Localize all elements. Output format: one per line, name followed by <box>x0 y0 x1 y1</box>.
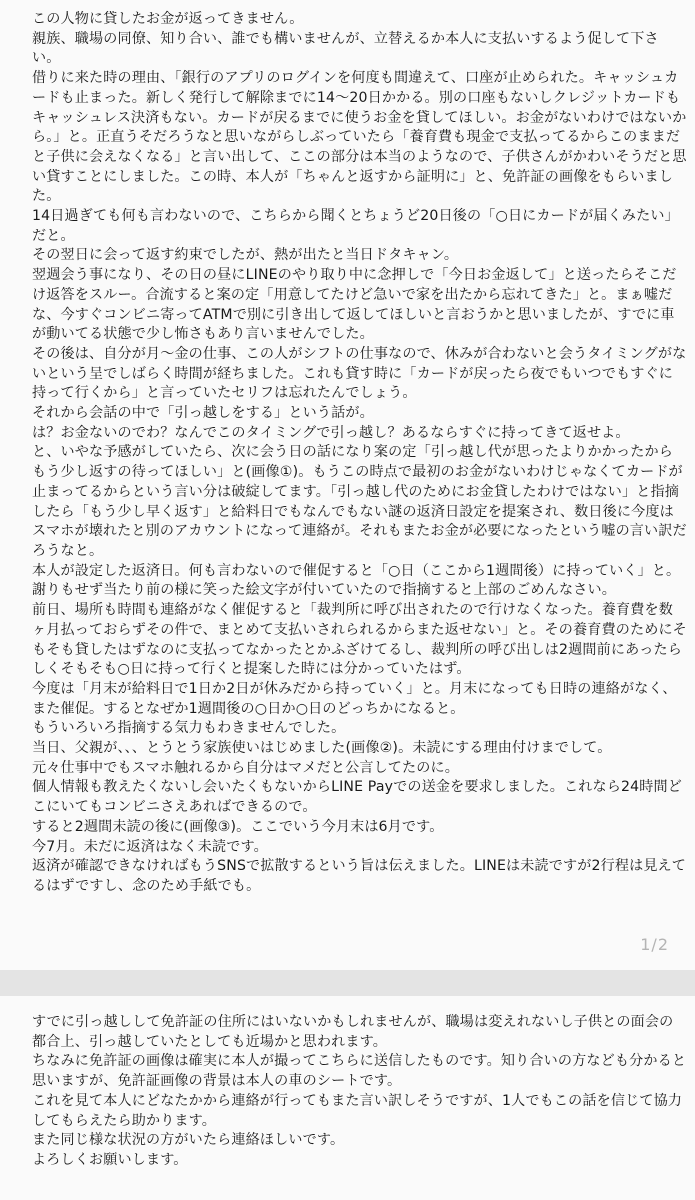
paragraph: これを見て本人にどなたかから連絡が行ってもまた言い訳しそうですが、1人でもこの話を信じて協力してもらえたら助かります。 <box>32 1092 683 1129</box>
paragraph: 元々仕事中でもスマホ触れるから自分はマメだと公言してたのに。 <box>32 759 460 776</box>
paragraph: と、いやな予感がしていたら、次に会う日の話になり案の定「引っ越し代が思ったよりかかったからもう少し返すの待ってほしい」と(画像①)。もうこの時点で最初のお金がないわけじゃなくてカードが止まってるからという言い分は破綻してます。「引っ越し代のためにお金貸したわけではない」と指摘したら「もう少し早く返す」と給料日でもなんでもない謎の返済日設定を提案され、数日後に今度はスマホが壊れたと別のアカウントになって連絡が。それもまたお金が必要になったという嘘の言い訳だろうなと。 <box>32 444 687 559</box>
paragraph: 前日、場所も時間も連絡がなく催促すると「裁判所に呼び出されたので行けなくなった。養育費を数ヶ月払っておらずその件で、まとめて支払いされられるからまた返せない」と。その養育費のためにそもそも貸したはずなのに支払ってなかったとかふざけてるし、裁判所の呼び出しは2週間前にあったらしくそもそも○日に持って行くと提案した時には分かっていたはず。 <box>32 602 687 678</box>
paragraph: 親族、職場の同僚、知り合い、誰でも構いませんが、立替えるか本人に支払いするよう促して下さい。 <box>32 30 659 67</box>
paragraph: すでに引っ越しして免許証の住所にはいないかもしれませんが、職場は変えれないし子供との面会の都合上、引っ越していたとしても近場かと思われます。 <box>32 1014 674 1050</box>
page-2-body <box>32 1013 687 1171</box>
paragraph: 当日、父親が、、、とうとう家族使いはじめました(画像②)。未読にする理由付けまでして。 <box>32 740 612 757</box>
paragraph: 借りに来た時の理由、「銀行のアプリのログインを何度も間違えて、口座が止められた。キャッシュカードも止まった。新しく発行して解除までに14～20日かかる。別の口座もないしクレジットカードもキャッシュレス決済もない。カードが戻るまでに使うお金を貸してほしい。お金がないわけではないから。」と。正直うそだろうなと思いながらしぶっていたら「養育費も現金で支払ってるからこのままだと子供に会えなくなる」と言い出して、ここの部分は本当のようなので、子供さんがかわいそうだと思い貸すことにしました。この時、本人が「ちゃんと返すから証明に」と、免許証の画像をもらいました。 <box>32 70 687 205</box>
paragraph: 今度は「月末が給料日で1日か2日が休みだから持っていく」と。月末になっても日時の連絡がなく、また催促。するとなぜか1週間後の○日か○日のどっちかになると。 <box>32 680 677 717</box>
paragraph: その翌日に会って返す約束でしたが、熱が出たと当日ドタキャン。 <box>32 247 459 264</box>
page-divider <box>0 970 695 996</box>
page-1-body <box>32 10 687 897</box>
paragraph: 14日過ぎても何も言わないので、こちらから聞くとちょうど20日後の「○日にカードが届くみたい」だと。 <box>32 208 679 244</box>
paragraph: ちなみに免許証の画像は確実に本人が撮ってこちらに送信したものです。知り合いの方なども分かると思いますが、免許証画像の背景は本人の車のシートです。 <box>32 1053 687 1090</box>
paragraph: その後は、自分が月～金の仕事、この人がシフトの仕事なので、休みが合わないと会うタイミングがないという呈でしばらく時間が経ちました。これも貸す時に「カードが戻ったら夜でもいつでもすぐに持って行くから」と言っていたセリフは忘れたんでしょう。 <box>32 345 687 402</box>
paragraph: それから会話の中で「引っ越しをする」という話が。 <box>32 405 374 422</box>
paragraph: 本人が設定した返済日。何も言わないので催促すると「○日（ここから1週間後）に持っていく」と。謝りもせず当たり前の様に笑った絵文字が付いていたので指摘すると上部のごめんなさい。 <box>32 562 681 599</box>
paragraph: 個人情報も教えたくないし会いたくもないからLINE Payでの送金を要求しました。これなら24時間どこにいてもコンビニさえあればできるので。 <box>32 779 682 816</box>
paragraph: 返済が確認できなければもうSNSで拡散するという旨は伝えました。LINEは未読ですが2行程は見えてるはずですし、念のため手紙でも。 <box>32 858 687 894</box>
paragraph: は？お金ないのでわ？なんでこのタイミングで引っ越し？あるならすぐに持ってきて返せよ。 <box>32 424 630 441</box>
paragraph: もういろいろ指摘する気力もわきませんでした。 <box>32 720 346 737</box>
document-page-2 <box>0 996 695 1200</box>
paragraph: この人物に貸したお金が返ってきません。 <box>32 11 304 27</box>
paragraph: 今7月。未だに返済はなく未読です。 <box>32 838 268 855</box>
paragraph: また同じ様な状況の方がいたら連絡ほしいです。 <box>32 1132 345 1149</box>
paragraph: すると2週間未読の後に(画像③)。ここでいう今月末は6月です。 <box>32 818 444 835</box>
page-number: 1/2 <box>640 935 669 954</box>
paragraph: よろしくお願いします。 <box>32 1151 188 1168</box>
paragraph: 翌週会う事になり、その日の昼にLINEのやり取り中に念押しで「今日お金返して」と送ったらそこだけ返答をスルー。合流すると案の定「用意してたけど急いで家を出たから忘れてきた」と。まぁ嘘だな、今すぐコンビニ寄ってATMで別に引き出して返してほしいと言おうかと思いましたが、すでに車が動いてる状態で少し怖さもあり言いませんでした。 <box>32 267 677 343</box>
